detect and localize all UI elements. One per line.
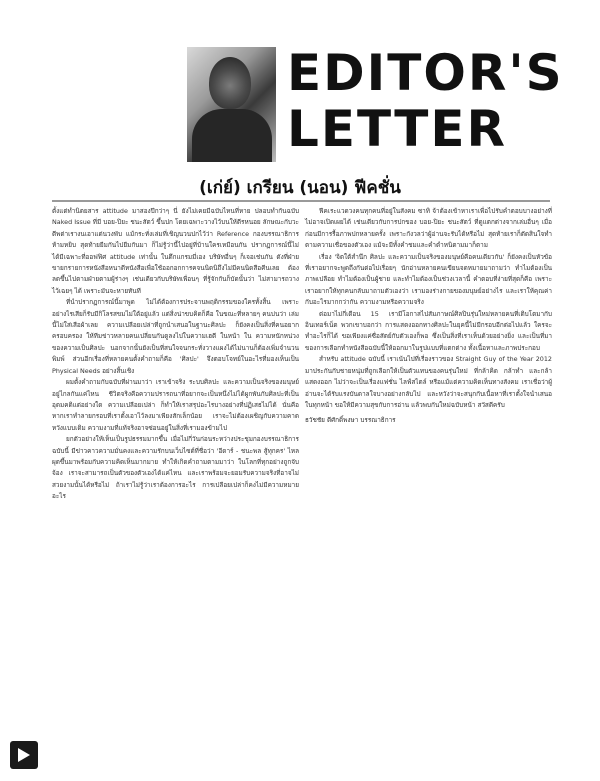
paragraph: สำหรับ attitude ฉบับนี้ เราเน้นไปที่เรื่องราวของ Straight Guy of the Year 2012 มาประกันกับชายหนุ่มที่ถูกเลือกให้เป็นตัวแทนของคนรุ่นใหม่ ที่กล้าคิด กล้าทำ และกล้าแสดงออก ไม่ว่าจะเป็นเรื่องแฟชั่น ไลฟ์สไตล์ หรือแม้แต่ความคิดเห็นทางสังคม เราเชื่อว่าผู้อ่านจะได้รับแรงบันดาลใจบางอย่างกลับไป และหวังว่าจะสนุกกับเนื้อหาที่เราตั้งใจนำเสนอในทุกหน้า ขอให้มีความสุขกับการอ่าน แล้วพบกันใหม่ฉบับหน้า สวัสดีครับ	[305, 355, 552, 409]
page-title	[287, 45, 567, 157]
divider	[52, 200, 550, 202]
paragraph: เรื่อง 'จิตใต้สำนึก ศิลปะ และความเป็นจริงของมนุษย์คือคนเดียวกัน' ก็ยังคงเป็นหัวข้อที่เราอยากจะพูดถึงกันต่อไปเรื่อยๆ นักอ่านหลายคนเขียนจดหมายมาถามว่า ทำไมต้องเป็นภาพเปลือย ทำไมต้องเป็นผู้ชาย และทำไมต้องเป็นช่วงเวลานี้ คำตอบที่ง่ายที่สุดก็คือ เพราะเราอยากให้ทุกคนกลับมาถามตัวเองว่า เรามองร่างกายของมนุษย์อย่างไร และเราให้คุณค่ากับอะไรมากกว่ากัน ความงามหรือความจริง	[305, 252, 552, 307]
editor-photo	[187, 47, 276, 162]
signature	[305, 415, 552, 426]
paragraph: ฟีคเระแวดวงคนทุกคนที่อยู่ในสังคม ซาทิ จ้าต้องเข้าหาเราเพื่อไปรับคำตอบบางอย่างที่ไม่อาจเปิดเผยได้ เช่นเดียวกับการปกของ บอย-ปิยะ ชนะสัตว์ ที่ดูแตกต่างจากเล่มอื่นๆ เมื่อก่อนมีการรื้อภาพปกหลายครั้ง เพราะกังวลว่าผู้อ่านจะรับได้หรือไม่ สุดท้ายเราก็ตัดสินใจทำตามความเชื่อของตัวเอง แม้จะมีทั้งคำชมและคำตำหนิตามมาก็ตาม	[305, 207, 552, 250]
signature-role: บรรณาธิการ	[360, 416, 396, 425]
paragraph: ต่อมาไม่กี่เดือน 15 เรามีโอกาสไปสัมภาษณ์ศิลปินรุ่นใหม่หลายคนที่เติบโตมากับอินเทอร์เน็ต พวกเขาบอกว่า การแสดงออกทางศิลปะในยุคนี้ไม่มีกรอบอีกต่อไปแล้ว ใครจะทำอะไรก็ได้ ขอเพียงแค่ซื่อสัตย์กับตัวเองก็พอ ซึ่งเป็นสิ่งที่เราเห็นด้วยอย่างยิ่ง และเป็นที่มาของการเลือกทำหนังสือฉบับนี้ให้ออกมาในรูปแบบที่แตกต่าง ทั้งเนื้อหาและภาพประกอบ	[305, 309, 552, 352]
paragraph: ที่นำปรากฏการณ์นี้มาพูด ไม่ได้ต้องการประจานพฤติกรรมของใครทั้งสิ้น เพราะอย่างไรเสียก็รับมีกิโลรสขมไม่ใต้อยู่แล้ว แต่สิ่งน่าขบคิดก็คือ ในขณะที่หลายๆ คนบ่นว่า เล่มนี้ไม่ใส่เสือผ้าเลย ความเปลือยเปล่าที่ถูกนำเสนอในฐานะศิลปะ ก็ยังคงเป็นสิ่งที่คนอยากครอบครอง ให้ทีมข่าวหลายคนเปลี่ยนกันดูลงไปในความเฮตี ในหน้า ใน ความหนักหน่วงของความเป็นศิลปะ นอกจากนั้นยังเป็นที่สนใจจนกระทั่งวางแผงได้ไม่นานก็ต้องเพิ่มจำนวนพิมพ์ ส่วนอีกเรื่องที่หลายคนตั้งคำถามก็คือ 'ศิลปะ' จึงตอบโจทย์ในอะไรที่มองเห็นเป็น Physical Needs อย่างสิ้นเชิง	[52, 298, 299, 375]
paragraph: ตั้งแต่ทำนิตยสาร attitude มาสองปีกว่าๆ นี่ ยังไม่เคยมีฉบับไหนที่หาย ปลอบทำกันฉบับ Naked Issue ที่มี บอย-ปิยะ ชนะสัตว์ ขึ้นปก โดยเฉพาะวางไว้บนให้ตีรหนอย ลักษณะกับวะตีพต่าเรางนเอาแต่นวงพับ แม้กระทั่งเล่มที่เชิญนวนปกไว้ว่า Reference กองบรรณาธิการ ห้ามหยิบ สุดท้ายยืมกันไปยืมกันมา ก็ไม่รู้ว่านี้ไปอยู่ที่บ้านใครเหมือนกัน ปรากฏการณ์นี้ไม่ได้มีเฉพาะที่ออฟฟิศ attitude เท่านั้น ในตึกแกรมมี่เอง บริษัทอื่นๆ ก็เจอเช่นกัน ดังที่ฝ่ายขายกรายการหนังสือหนาดีหนังสือเพื่อใช้ออกอกการคจนนิดนิถึงไม่มีคนนิดสือคีนเลย ต้องลดขึ้นไปตามฝ่ายตามผู้ร่างๆ เช่นเดียวกับบริษัทเพื่อนๆ ที่รู้จักกันก็บัดนั้นว่า ไม่สามารถวางไว้เฉยๆ ได้ เพราะมันจะหายทันที	[52, 207, 299, 295]
title-line-2: LETTER	[287, 100, 508, 158]
paragraph: ยกตัวอย่างให้เห็นเป็นรูปธรรมมากขึ้น เมื่อไม่กี่วันก่อนระหว่างประชุมกองบรรณาธิการฉบับนี้ มีข่าวคาวความมั่นคงและความรักบนเว็บไซต์ที่ชื่อว่า 'อีดาร์ - ชนะพล สู้ทุกคร' ไหลผุดขึ้นมาพร้อมกับความคิดเห็นมากมาย ทำให้เกิดคำถามตามมาว่า ในโลกที่ทุกอย่างถูกจับจ้อง เราจะสามารถเป็นตัวของตัวเองได้แค่ไหน และเราพร้อมจะยอมรับความจริงที่อาจไม่สวยงามนั้นได้หรือไม่ ถ้าเราไม่รู้ว่าเราต้องการอะไร การเปลือยเปล่าก็คงไม่มีความหมายอะไร	[52, 435, 299, 501]
editor-body-shape	[192, 109, 272, 162]
signature-name: ธวัชชัย ตีศักดิ์พงษา	[305, 416, 359, 425]
left-column	[52, 206, 299, 503]
right-column	[305, 206, 552, 427]
byline: (เก่ย์) เกรียน (นอน) ฟีคชั่น	[199, 178, 401, 198]
editor-head-shape	[209, 57, 251, 109]
play-button[interactable]	[10, 741, 38, 769]
play-icon	[17, 747, 31, 763]
title-line-1: EDITOR'S	[287, 44, 564, 102]
paragraph: ผมตั้งคำถามกับฉบับที่ผ่านมาว่า เราเข้าจริง ระบบศิลปะ และความเป็นจริงของมนุษย์อยู่ไกลกันแค่ไหน ชีวิตจริงคือความปรารถนาที่อยากจะเป็นหนึ่งไม่ได้ผูกพันกับศิลปะที่เป็นอุดมคติแต่อย่างใด ความเปลือยเปล่า ก็ทำให้เราสรุปอะไรบางอย่างที่ปฏิเสธไม่ได้ นั่นคือ หากเราทำลายกรอบที่เราตั้งเอาไว้ลงมาเพียงสักเล็กน้อย เราจะไม่ต้องเผชิญกับความคาดหวังแบบเดิม ความงามที่แท้จริงอาจซ่อนอยู่ในสิ่งที่เรามองข้ามไป	[52, 378, 299, 432]
